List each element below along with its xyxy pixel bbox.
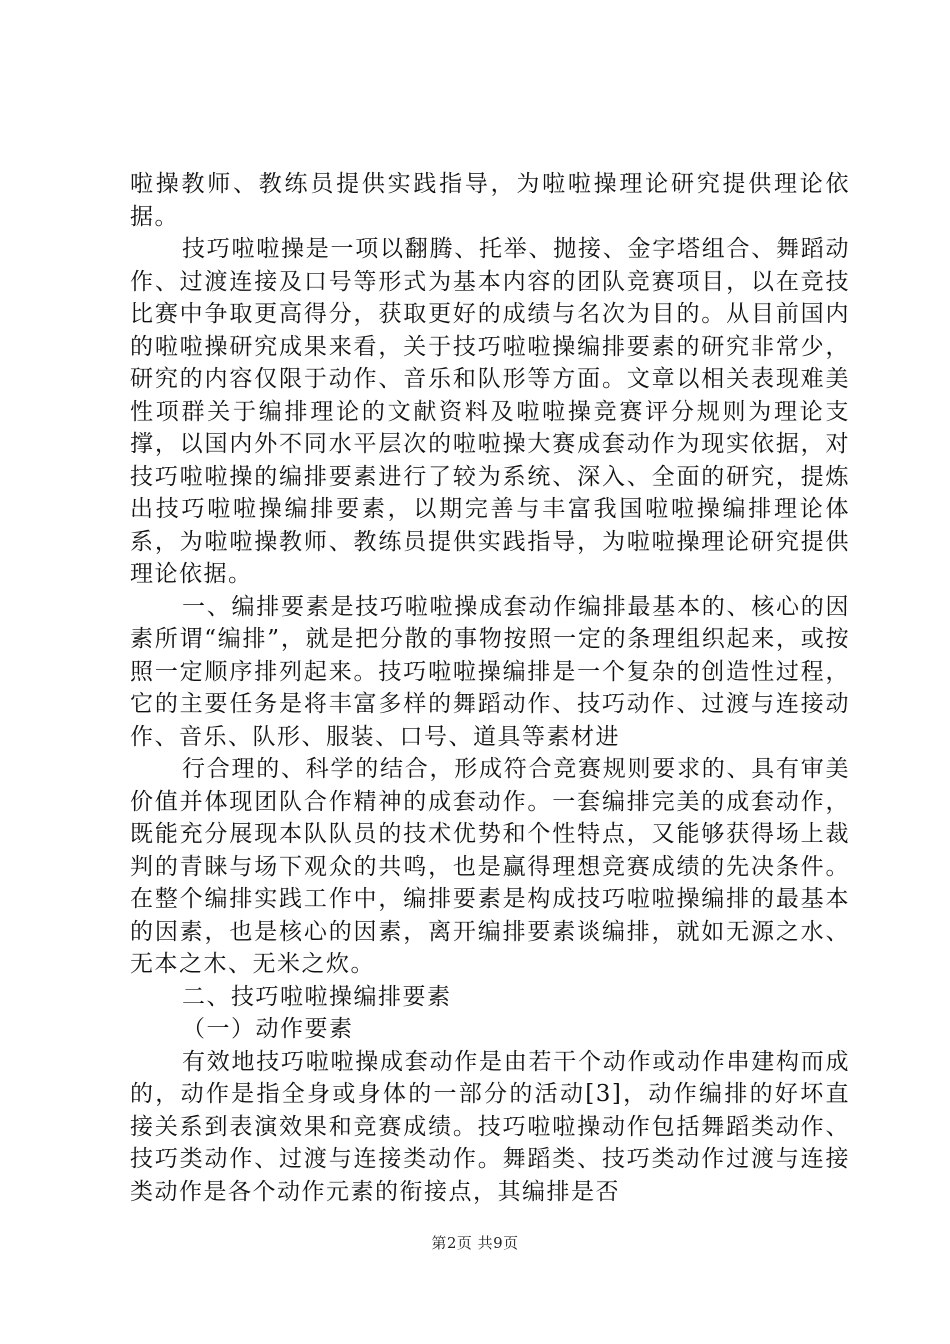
paragraph-section-one: 一、编排要素是技巧啦啦操成套动作编排最基本的、核心的因素所谓“编排”，就是把分散的事物按照一定的条理组织起来，或按照一定顺序排列起来。技巧啦啦操编排是一个复杂的创造性过程，它的主要任务是将丰富多样的舞蹈动作、技巧动作、过渡与连接动作、音乐、队形、服装、口号、道具等素材进 (130, 593, 850, 750)
paragraph-continuation: 啦操教师、教练员提供实践指导，为啦啦操理论研究提供理论依据。 (130, 171, 850, 230)
section-heading-two: 二、技巧啦啦操编排要素 (182, 983, 452, 1010)
paragraph-intro: 技巧啦啦操是一项以翻腾、托举、抛接、金字塔组合、舞蹈动作、过渡连接及口号等形式为基本内容的团队竞赛项目，以在竞技比赛中争取更高得分，获取更好的成绩与名次为目的。从目前国内的啦啦操研究成果来看，关于技巧啦啦操编排要素的研究非常少，研究的内容仅限于动作、音乐和队形等方面。文章以相关表现难美性项群关于编排理论的文献资料及啦啦操竞赛评分规则为理论支撑，以国内外不同水平层次的啦啦操大赛成套动作为现实依据，对技巧啦啦操的编排要素进行了较为系统、深入、全面的研究，提炼出技巧啦啦操编排要素，以期完善与丰富我国啦啦操编排理论体系，为啦啦操教师、教练员提供实践指导，为啦啦操理论研究提供理论依据。 (130, 236, 850, 587)
document-body (130, 168, 850, 1208)
subsection-heading-one: （一）动作要素 (182, 1016, 354, 1042)
page-number-footer: 第2页 共9页 (431, 1234, 519, 1252)
paragraph-action-elements: 有效地技巧啦啦操成套动作是由若干个动作或动作串建构而成的，动作是指全身或身体的一部分的活动[3]，动作编排的好坏直接关系到表演效果和竞赛成绩。技巧啦啦操动作包括舞蹈类动作、技巧类动作、过渡与连接类动作。舞蹈类、技巧类动作过渡与连接类动作是各个动作元素的衔接点，其编排是否 (130, 1048, 850, 1205)
paragraph-section-one-continued: 行合理的、科学的结合，形成符合竞赛规则要求的、具有审美价值并体现团队合作精神的成套动作。一套编排完美的成套动作，既能充分展现本队队员的技术优势和个性特点，又能够获得场上裁判的青睐与场下观众的共鸣，也是赢得理想竞赛成绩的先决条件。在整个编排实践工作中，编排要素是构成技巧啦啦操编排的最基本的因素，也是核心的因素，离开编排要素谈编排，就如无源之水、无本之木、无米之炊。 (130, 756, 850, 977)
